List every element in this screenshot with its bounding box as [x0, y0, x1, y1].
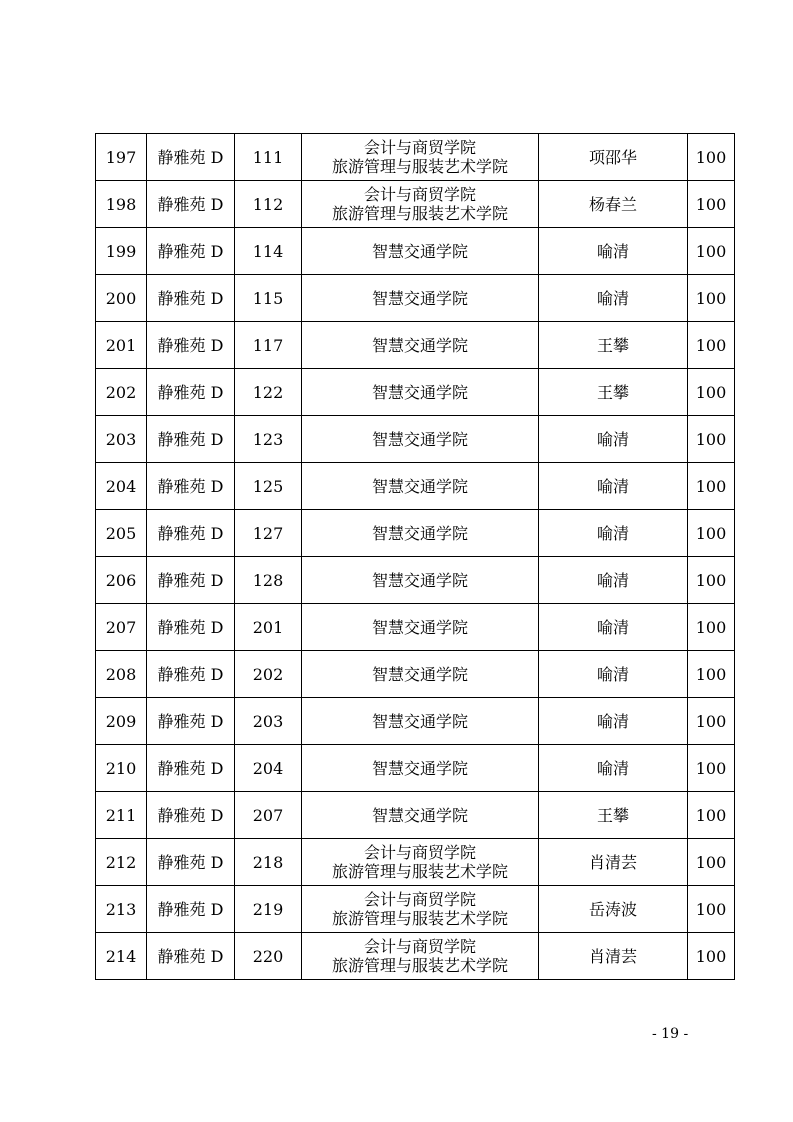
- score-cell: 100: [688, 745, 735, 792]
- department-line: 智慧交通学院: [371, 288, 468, 308]
- responsible-person-cell: 喻清: [539, 651, 688, 698]
- responsible-person-cell: 喻清: [539, 557, 688, 604]
- department-cell: [302, 604, 539, 651]
- department-cell: [302, 369, 539, 416]
- room-number-cell: 219: [235, 886, 302, 933]
- row-number-cell: 210: [96, 745, 147, 792]
- department-cell: [302, 792, 539, 839]
- table-row: [96, 933, 735, 980]
- row-number-cell: 202: [96, 369, 147, 416]
- department-line: 会计与商贸学院: [363, 890, 476, 909]
- table-row: [96, 275, 735, 322]
- table-row: [96, 369, 735, 416]
- building-cell: 静雅苑 D: [147, 463, 235, 510]
- responsible-person-cell: 王攀: [539, 369, 688, 416]
- department-cell: [302, 651, 539, 698]
- row-number-cell: 205: [96, 510, 147, 557]
- building-cell: 静雅苑 D: [147, 510, 235, 557]
- responsible-person-cell: 喻清: [539, 228, 688, 275]
- building-cell: 静雅苑 D: [147, 228, 235, 275]
- department-line: 智慧交通学院: [371, 476, 468, 496]
- table-row: [96, 228, 735, 275]
- row-number-cell: 206: [96, 557, 147, 604]
- department-line: 智慧交通学院: [371, 664, 468, 684]
- table-row: [96, 510, 735, 557]
- room-number-cell: 125: [235, 463, 302, 510]
- department-cell: [302, 933, 539, 980]
- room-number-cell: 123: [235, 416, 302, 463]
- room-number-cell: 117: [235, 322, 302, 369]
- dormitory-score-table: [95, 133, 735, 980]
- department-line: 智慧交通学院: [371, 617, 468, 637]
- score-cell: 100: [688, 369, 735, 416]
- room-number-cell: 114: [235, 228, 302, 275]
- score-cell: 100: [688, 839, 735, 886]
- department-cell: [302, 416, 539, 463]
- department-line: 智慧交通学院: [371, 429, 468, 449]
- department-cell: [302, 275, 539, 322]
- department-cell: [302, 228, 539, 275]
- building-cell: 静雅苑 D: [147, 933, 235, 980]
- department-line: 旅游管理与服装艺术学院: [331, 909, 508, 928]
- department-line: 旅游管理与服装艺术学院: [331, 956, 508, 975]
- score-cell: 100: [688, 651, 735, 698]
- building-cell: 静雅苑 D: [147, 604, 235, 651]
- building-cell: 静雅苑 D: [147, 557, 235, 604]
- building-cell: 静雅苑 D: [147, 369, 235, 416]
- department-line: 会计与商贸学院: [363, 185, 476, 204]
- room-number-cell: 127: [235, 510, 302, 557]
- score-cell: 100: [688, 463, 735, 510]
- score-cell: 100: [688, 886, 735, 933]
- score-cell: 100: [688, 792, 735, 839]
- table-row: [96, 557, 735, 604]
- room-number-cell: 112: [235, 181, 302, 228]
- responsible-person-cell: 杨春兰: [539, 181, 688, 228]
- table-row: [96, 604, 735, 651]
- table-row: [96, 792, 735, 839]
- department-cell: [302, 510, 539, 557]
- building-cell: 静雅苑 D: [147, 698, 235, 745]
- building-cell: 静雅苑 D: [147, 322, 235, 369]
- department-cell: [302, 322, 539, 369]
- responsible-person-cell: 喻清: [539, 463, 688, 510]
- room-number-cell: 111: [235, 134, 302, 181]
- responsible-person-cell: 王攀: [539, 792, 688, 839]
- department-line: 智慧交通学院: [371, 570, 468, 590]
- room-number-cell: 207: [235, 792, 302, 839]
- department-cell: [302, 839, 539, 886]
- score-cell: 100: [688, 604, 735, 651]
- row-number-cell: 208: [96, 651, 147, 698]
- department-line: 会计与商贸学院: [363, 138, 476, 157]
- score-cell: 100: [688, 228, 735, 275]
- table-row: [96, 839, 735, 886]
- department-line: 智慧交通学院: [371, 523, 468, 543]
- responsible-person-cell: 喻清: [539, 604, 688, 651]
- responsible-person-cell: 喻清: [539, 510, 688, 557]
- table-row: [96, 134, 735, 181]
- responsible-person-cell: 肖清芸: [539, 839, 688, 886]
- table-row: [96, 463, 735, 510]
- responsible-person-cell: 王攀: [539, 322, 688, 369]
- responsible-person-cell: 岳涛波: [539, 886, 688, 933]
- department-cell: [302, 886, 539, 933]
- page-number: - 19 -: [652, 1026, 689, 1042]
- building-cell: 静雅苑 D: [147, 275, 235, 322]
- department-cell: [302, 745, 539, 792]
- room-number-cell: 202: [235, 651, 302, 698]
- row-number-cell: 198: [96, 181, 147, 228]
- responsible-person-cell: 肖清芸: [539, 933, 688, 980]
- department-line: 旅游管理与服装艺术学院: [331, 862, 508, 881]
- row-number-cell: 204: [96, 463, 147, 510]
- department-line: 旅游管理与服装艺术学院: [331, 157, 508, 176]
- building-cell: 静雅苑 D: [147, 134, 235, 181]
- room-number-cell: 122: [235, 369, 302, 416]
- responsible-person-cell: 喻清: [539, 416, 688, 463]
- building-cell: 静雅苑 D: [147, 839, 235, 886]
- department-cell: [302, 557, 539, 604]
- responsible-person-cell: 喻清: [539, 745, 688, 792]
- score-cell: 100: [688, 557, 735, 604]
- table-row: [96, 886, 735, 933]
- room-number-cell: 203: [235, 698, 302, 745]
- table-body: [96, 134, 735, 980]
- row-number-cell: 203: [96, 416, 147, 463]
- score-cell: 100: [688, 698, 735, 745]
- score-cell: 100: [688, 510, 735, 557]
- department-cell: [302, 181, 539, 228]
- table-row: [96, 698, 735, 745]
- row-number-cell: 211: [96, 792, 147, 839]
- row-number-cell: 199: [96, 228, 147, 275]
- department-line: 智慧交通学院: [371, 711, 468, 731]
- score-cell: 100: [688, 134, 735, 181]
- room-number-cell: 220: [235, 933, 302, 980]
- department-line: 智慧交通学院: [371, 805, 468, 825]
- building-cell: 静雅苑 D: [147, 792, 235, 839]
- row-number-cell: 197: [96, 134, 147, 181]
- score-cell: 100: [688, 322, 735, 369]
- responsible-person-cell: 喻清: [539, 698, 688, 745]
- building-cell: 静雅苑 D: [147, 416, 235, 463]
- row-number-cell: 209: [96, 698, 147, 745]
- score-cell: 100: [688, 275, 735, 322]
- row-number-cell: 213: [96, 886, 147, 933]
- building-cell: 静雅苑 D: [147, 745, 235, 792]
- room-number-cell: 201: [235, 604, 302, 651]
- room-number-cell: 204: [235, 745, 302, 792]
- building-cell: 静雅苑 D: [147, 181, 235, 228]
- table-row: [96, 651, 735, 698]
- table-row: [96, 322, 735, 369]
- score-cell: 100: [688, 181, 735, 228]
- department-line: 会计与商贸学院: [363, 843, 476, 862]
- department-line: 智慧交通学院: [371, 335, 468, 355]
- department-cell: [302, 134, 539, 181]
- row-number-cell: 207: [96, 604, 147, 651]
- score-cell: 100: [688, 416, 735, 463]
- table-row: [96, 745, 735, 792]
- responsible-person-cell: 喻清: [539, 275, 688, 322]
- row-number-cell: 201: [96, 322, 147, 369]
- score-cell: 100: [688, 933, 735, 980]
- department-line: 会计与商贸学院: [363, 937, 476, 956]
- table-row: [96, 181, 735, 228]
- department-cell: [302, 463, 539, 510]
- department-line: 智慧交通学院: [371, 382, 468, 402]
- department-cell: [302, 698, 539, 745]
- responsible-person-cell: 项邵华: [539, 134, 688, 181]
- row-number-cell: 200: [96, 275, 147, 322]
- department-line: 智慧交通学院: [371, 241, 468, 261]
- room-number-cell: 115: [235, 275, 302, 322]
- room-number-cell: 218: [235, 839, 302, 886]
- department-line: 智慧交通学院: [371, 758, 468, 778]
- building-cell: 静雅苑 D: [147, 651, 235, 698]
- room-number-cell: 128: [235, 557, 302, 604]
- row-number-cell: 214: [96, 933, 147, 980]
- row-number-cell: 212: [96, 839, 147, 886]
- table-row: [96, 416, 735, 463]
- building-cell: 静雅苑 D: [147, 886, 235, 933]
- department-line: 旅游管理与服装艺术学院: [331, 204, 508, 223]
